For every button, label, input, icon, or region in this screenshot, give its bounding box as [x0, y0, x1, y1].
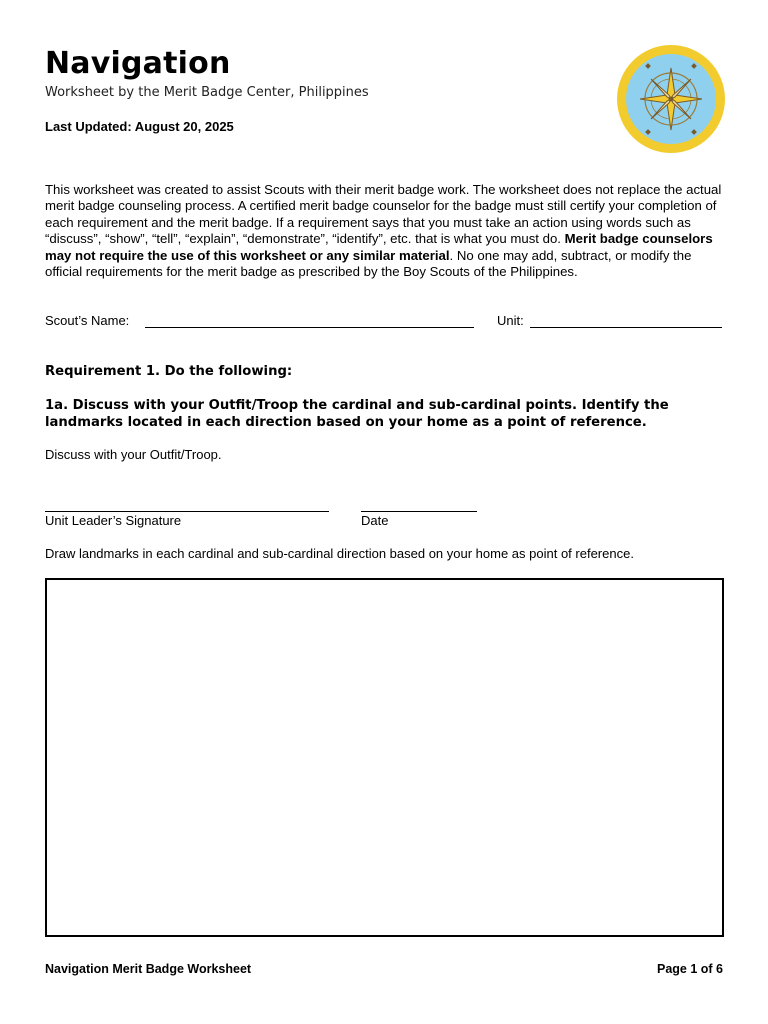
requirement-1-heading: Requirement 1. Do the following: — [45, 364, 293, 379]
draw-instruction: Draw landmarks in each cardinal and sub-cardinal direction based on your home as point of reference. — [45, 546, 634, 561]
intro-text-part2: . No one may add, subtract, or modify the official requirements for the merit badge as prescribed by the Boy Scouts of the Philippines. — [45, 247, 692, 280]
scout-info-row — [45, 313, 727, 333]
footer-title: Navigation Merit Badge Worksheet — [45, 962, 252, 976]
intro-paragraph — [45, 182, 727, 280]
last-updated: Last Updated: August 20, 2025 — [45, 119, 234, 134]
page-number: Page 1 of 6 — [657, 962, 723, 976]
intro-text-bold: Merit badge counselors may not require the use of this worksheet or any similar material — [45, 231, 713, 263]
requirement-1a-text: 1a. Discuss with your Outfit/Troop the cardinal and sub-cardinal points. Identify the landmarks located in each direction based on your home as a point of reference. — [45, 398, 669, 430]
intro-text-part1: This worksheet was created to assist Scouts with their merit badge work. The worksheet does not replace the actual merit badge counseling process. A certified merit badge counselor for the badge must still certify your completion of each requirement and the merit badge. If a requirement says that you must take an action using words such as “discuss”, “show”, “tell”, “explain”, “demonstrate”, “identify”, etc. that is what you must do. — [45, 182, 722, 247]
date-label: Date — [361, 513, 389, 528]
discuss-instruction: Discuss with your Outfit/Troop. — [45, 447, 222, 462]
page-subtitle: Worksheet by the Merit Badge Center, Philippines — [45, 85, 369, 100]
signature-field[interactable] — [45, 511, 329, 512]
page-title: Navigation — [45, 46, 231, 81]
scout-name-label: Scout’s Name: — [45, 313, 130, 328]
unit-label: Unit: — [497, 313, 524, 328]
unit-field[interactable] — [530, 327, 722, 328]
signature-label: Unit Leader’s Signature — [45, 513, 182, 528]
date-field[interactable] — [361, 511, 477, 512]
drawing-area[interactable] — [45, 578, 724, 937]
scout-name-field[interactable] — [145, 327, 474, 328]
compass-badge-icon — [616, 44, 726, 154]
